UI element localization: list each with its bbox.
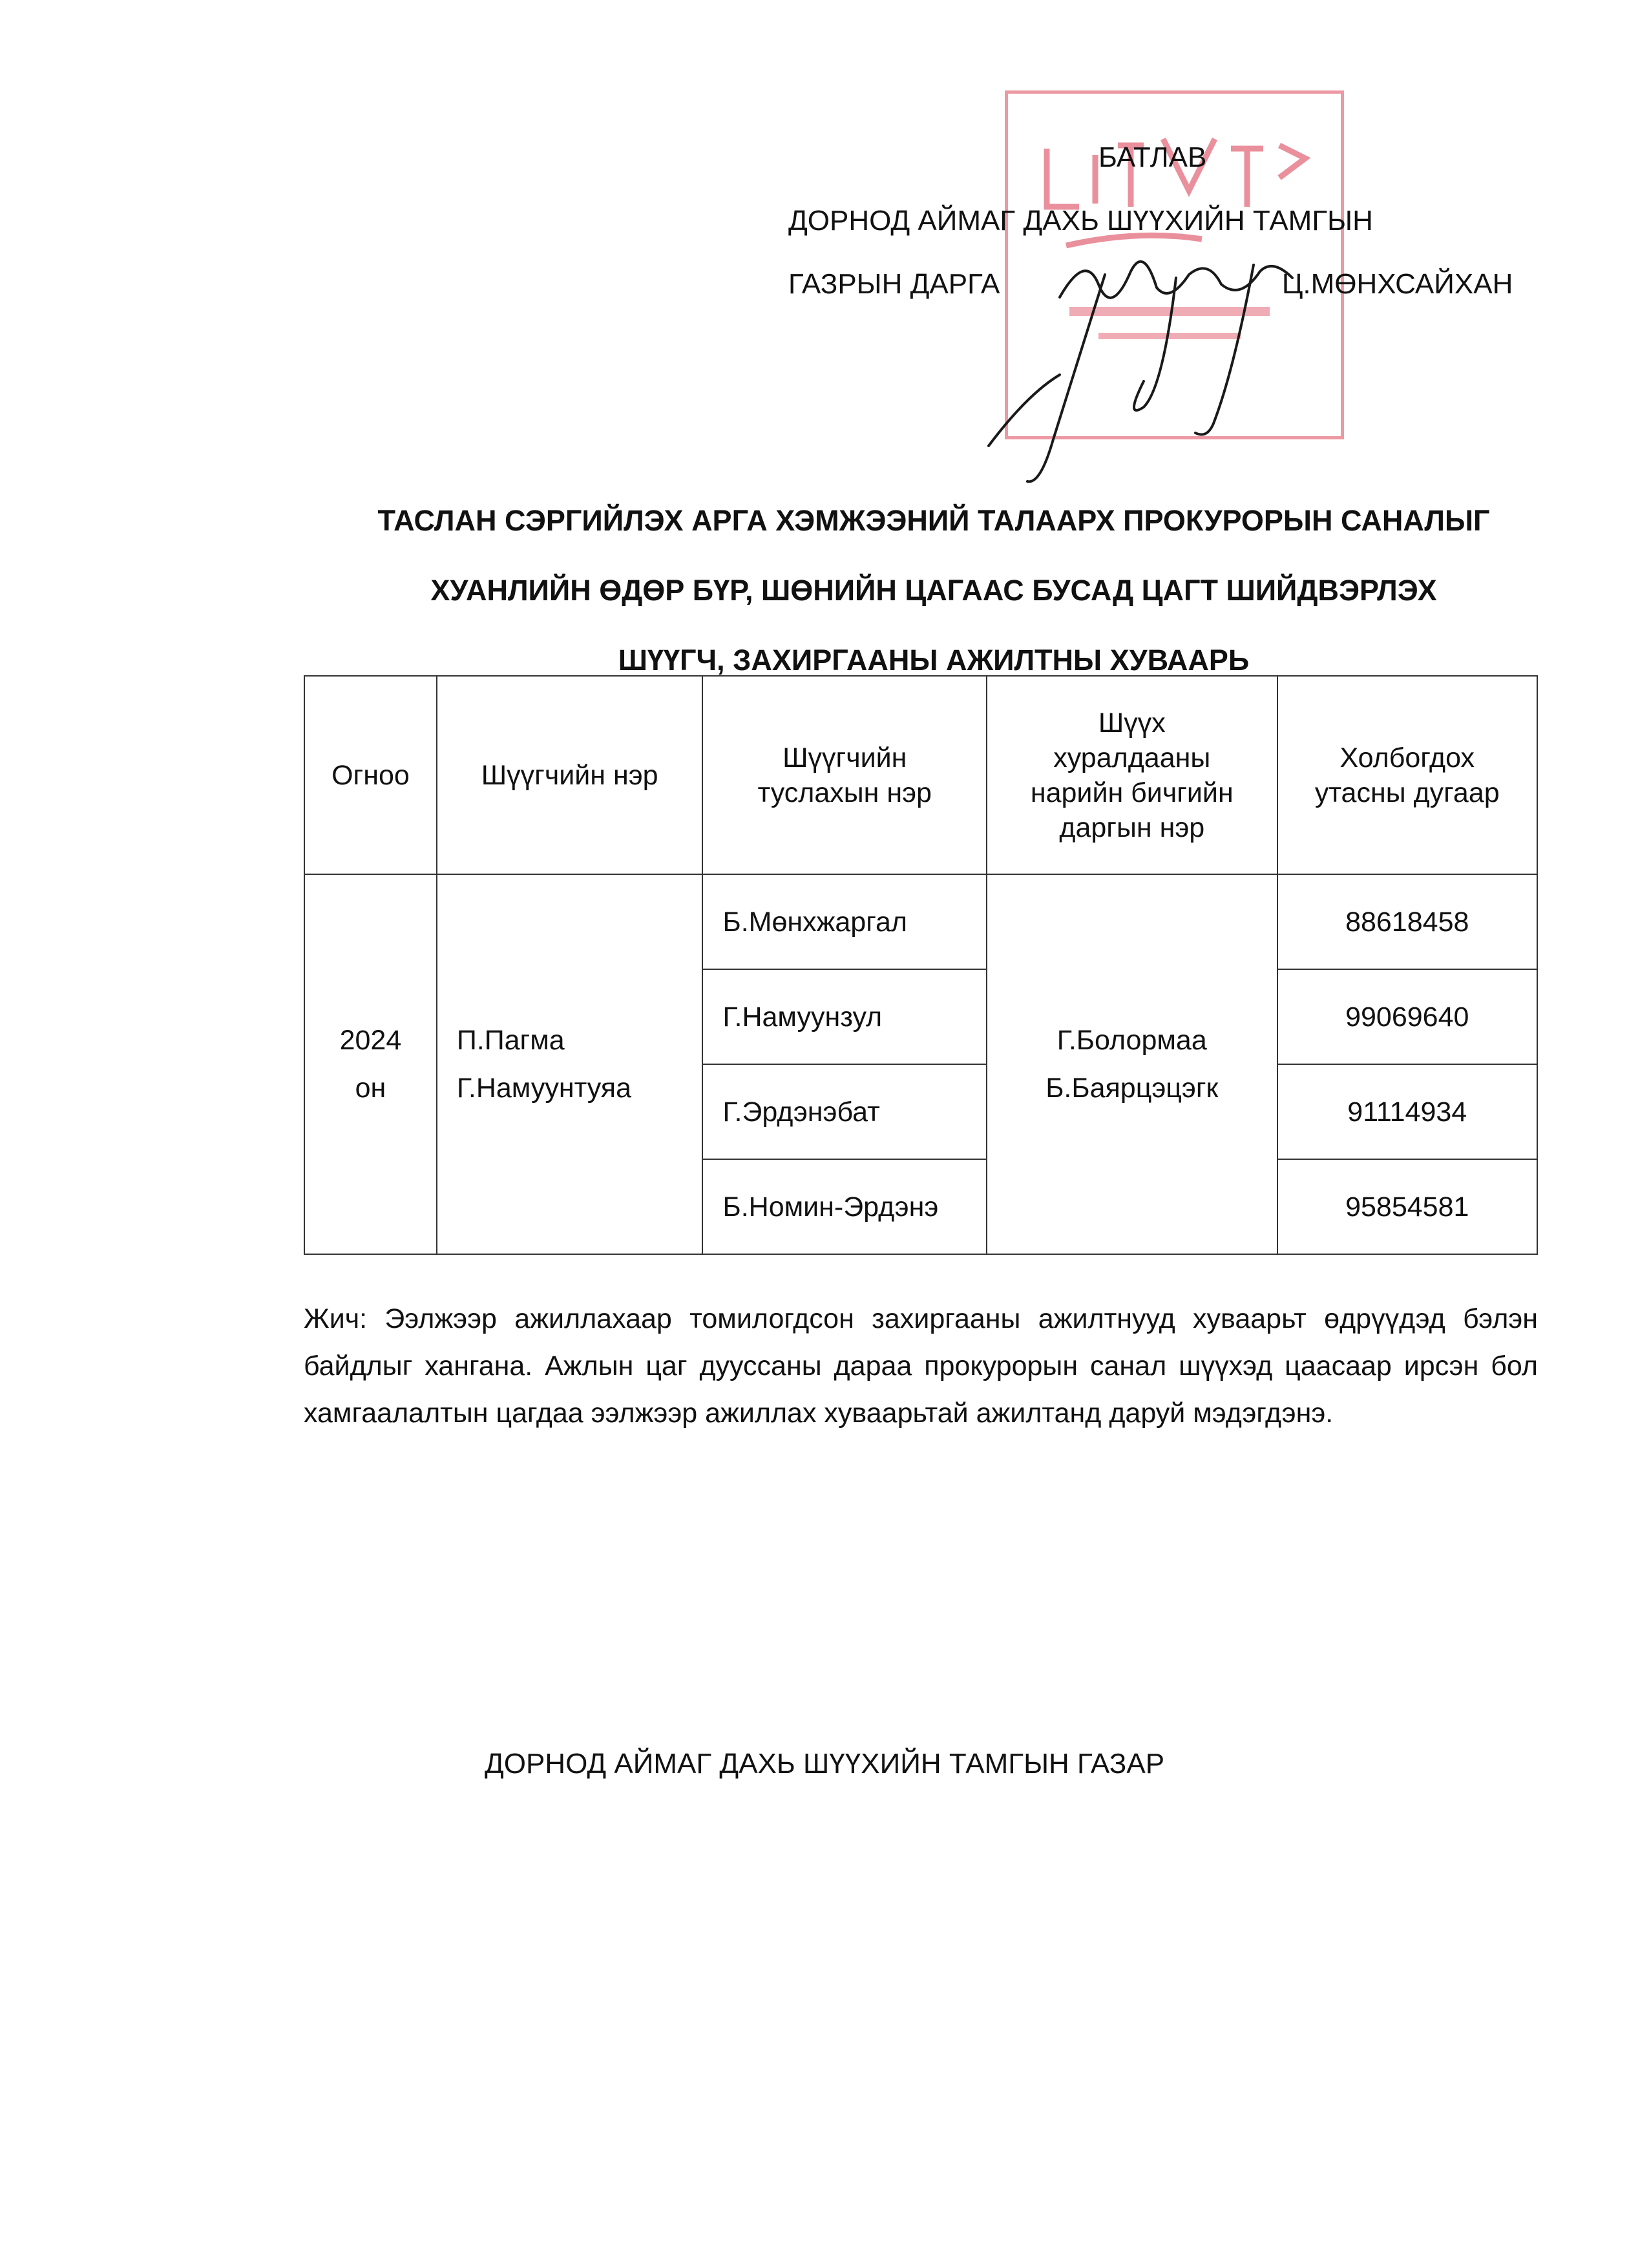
phone-cell: 99069640 [1277, 969, 1538, 1064]
assistant-cell: Г.Эрдэнэбат [702, 1064, 987, 1159]
assistant-cell: Б.Мөнхжаргал [702, 874, 987, 969]
title-line-3: ШҮҮГЧ, ЗАХИРГААНЫ АЖИЛТНЫ ХУВААРЬ [618, 644, 1250, 677]
date-cell: 2024 он [304, 874, 437, 1254]
approval-heading: БАТЛАВ [1098, 142, 1207, 173]
header-date: Огноо [304, 676, 437, 874]
header-judge: Шүүгчийн нэр [437, 676, 703, 874]
table-header-row [304, 676, 1537, 874]
assistant-cell: Г.Намуунзул [702, 969, 987, 1064]
footer-organization: ДОРНОД АЙМАГ ДАХЬ ШҮҮХИЙН ТАМГЫН ГАЗАР [484, 1748, 1165, 1780]
table-row [304, 874, 1537, 969]
schedule-table [304, 675, 1538, 1255]
phone-cell: 91114934 [1277, 1064, 1538, 1159]
judges-cell: П.Пагма Г.Намуунтуяа [437, 874, 703, 1254]
title-line-2: ХУАНЛИЙН ӨДӨР БҮР, ШӨНИЙН ЦАГААС БУСАД ЦАГТ ШИЙДВЭРЛЭХ [430, 574, 1437, 607]
header-assistant: Шүүгчийн туслахын нэр [702, 676, 987, 874]
approval-position: ГАЗРЫН ДАРГА [788, 268, 1000, 300]
signature-icon [950, 226, 1350, 504]
secretaries-cell: Г.Болормаа Б.Баярцэцэгк [987, 874, 1277, 1254]
header-phone: Холбогдох утасны дугаар [1277, 676, 1538, 874]
header-secretary: Шүүх хуралдааны нарийн бичгийн даргын нэр [987, 676, 1277, 874]
phone-cell: 88618458 [1277, 874, 1538, 969]
approval-organization: ДОРНОД АЙМАГ ДАХЬ ШҮҮХИЙН ТАМГЫН [788, 205, 1373, 236]
phone-cell: 95854581 [1277, 1159, 1538, 1254]
approval-signatory-name: Ц.МӨНХСАЙХАН [1281, 268, 1513, 300]
note-paragraph: Жич: Ээлжээр ажиллахаар томилогдсон захиргааны ажилтнууд хуваарьт өдрүүдэд бэлэн байдлыг хангана. Ажлын цаг дууссаны дараа прокурорын санал шүүхэд цаасаар ирсэн бол хамгаалалтын цагдаа ээлжээр ажиллах хуваарьтай ажилтанд даруй мэдэгдэнэ. [304, 1303, 1538, 1429]
document-title [297, 486, 1570, 695]
assistant-cell: Б.Номин-Эрдэнэ [702, 1159, 987, 1254]
title-line-1: ТАСЛАН СЭРГИЙЛЭХ АРГА ХЭМЖЭЭНИЙ ТАЛААРХ ПРОКУРОРЫН САНАЛЫГ [377, 504, 1490, 537]
